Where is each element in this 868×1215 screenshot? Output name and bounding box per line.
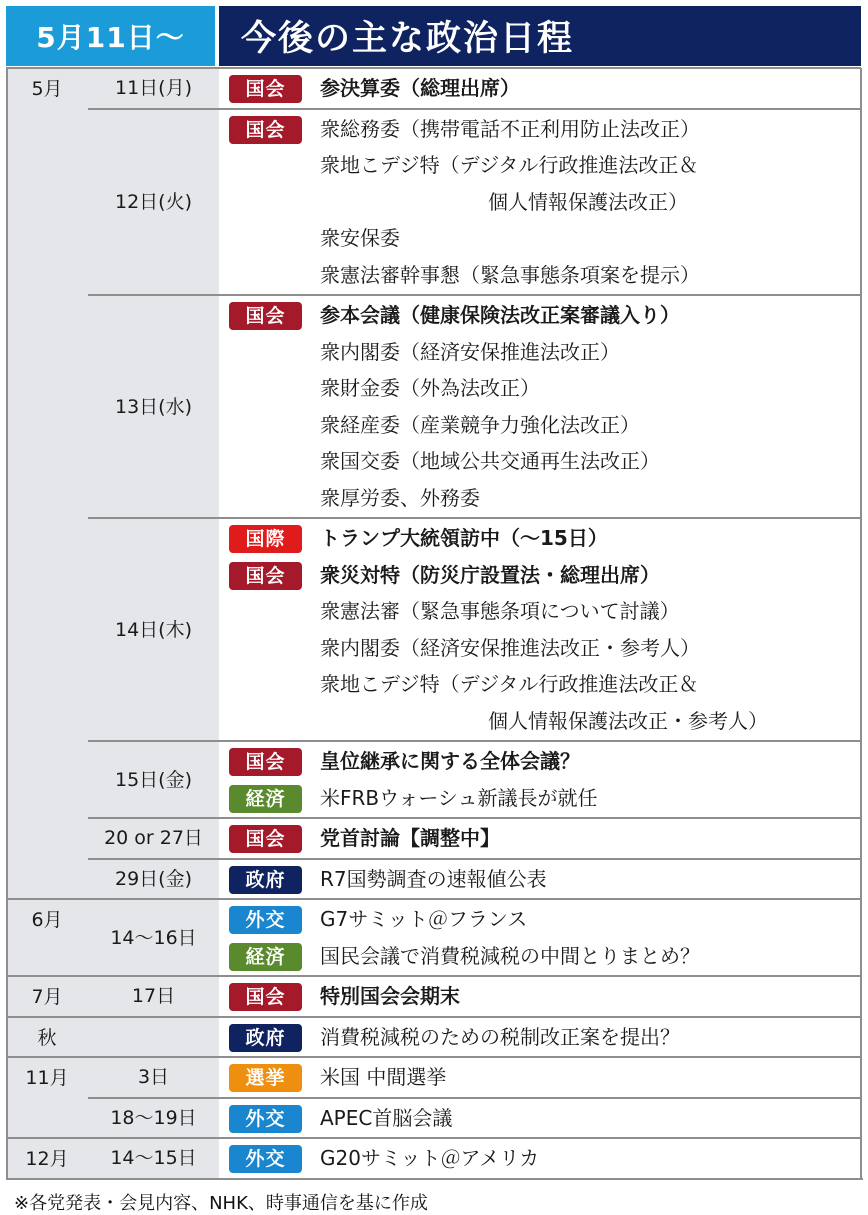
event-text: 衆憲法審幹事懇（緊急事態条項案を提示）	[320, 262, 700, 287]
category-badge: 国会	[229, 825, 302, 853]
category-badge: 国際	[229, 525, 302, 553]
month-label: 5月	[31, 78, 63, 100]
event-text: 個人情報保護法改正・参考人）	[488, 708, 768, 733]
event-text: 衆地こデジ特（デジタル行政推進法改正＆	[320, 672, 699, 696]
category-badge: 国会	[229, 562, 302, 590]
header-date: 5月11日～	[6, 6, 215, 66]
date-label: 11日(月)	[114, 77, 192, 100]
date-label: 3日	[137, 1066, 170, 1089]
date-label: 17日	[131, 985, 176, 1008]
category-badge: 国会	[229, 748, 302, 776]
month-label: 7月	[31, 986, 63, 1008]
event-text: 衆内閣委（経済安保推進法改正・参考人）	[320, 635, 700, 660]
date-label: 18～19日	[110, 1106, 197, 1129]
event-text: R7国勢調査の速報値公表	[320, 866, 547, 891]
footnote: ※各党発表・会見内容、NHK、時事通信を基に作成	[14, 1192, 428, 1214]
event-text: 衆地こデジ特（デジタル行政推進法改正＆	[320, 153, 699, 177]
header-title: 今後の主な政治日程	[219, 6, 861, 66]
date-label: 13日(水)	[114, 395, 192, 418]
category-badge: 外交	[229, 906, 302, 934]
table-right-border	[860, 68, 862, 1179]
event-text: 個人情報保護法改正）	[488, 189, 688, 214]
event-text: 消費税減税のための税制改正案を提出？	[320, 1024, 680, 1049]
table-bottom-border	[6, 1178, 863, 1180]
event-text: APEC首脳会議	[320, 1105, 453, 1130]
event-text: 参決算委（総理出席）	[320, 76, 520, 100]
month-label: 秋	[37, 1026, 57, 1049]
date-label: 14日(木)	[114, 618, 192, 641]
event-text: G7サミット＠フランス	[320, 907, 528, 931]
event-text: 衆内閣委（経済安保推進法改正）	[320, 339, 620, 364]
category-badge: 国会	[229, 116, 302, 144]
event-text: G20サミット＠アメリカ	[320, 1146, 540, 1170]
month-label: 12月	[25, 1148, 69, 1170]
event-text: 衆財金委（外為法改正）	[320, 376, 540, 400]
category-badge: 政府	[229, 866, 302, 894]
date-label: 12日(火)	[114, 190, 192, 213]
month-label: 11月	[25, 1067, 69, 1089]
date-label: 20 or 27日	[104, 827, 203, 850]
event-text: 衆厚労委、外務委	[320, 485, 480, 510]
date-label: 14～15日	[110, 1147, 197, 1170]
category-badge: 政府	[229, 1024, 302, 1052]
event-text: 参本会議（健康保険法改正案審議入り）	[320, 303, 680, 327]
category-badge: 国会	[229, 983, 302, 1011]
category-badge: 国会	[229, 75, 302, 103]
event-text: 特別国会会期末	[320, 984, 460, 1008]
event-text: 衆国交委（地域公共交通再生法改正）	[320, 449, 660, 473]
category-badge: 外交	[229, 1145, 302, 1173]
date-label: 15日(金)	[114, 768, 192, 791]
event-text: 衆災対特（防災庁設置法・総理出席）	[320, 562, 660, 587]
category-badge: 外交	[229, 1105, 302, 1133]
event-text: 国民会議で消費税減税の中間とりまとめ？	[320, 943, 700, 968]
category-badge: 経済	[229, 785, 302, 813]
event-text: 党首討論【調整中】	[320, 826, 500, 850]
table-left-border	[6, 68, 8, 1179]
event-text: 衆安保委	[320, 226, 400, 250]
event-text: 米国 中間選挙	[320, 1065, 447, 1089]
event-text: 皇位継承に関する全体会議？	[320, 749, 580, 773]
event-text: 衆憲法審（緊急事態条項について討議）	[320, 599, 680, 623]
date-label: 14～16日	[110, 926, 197, 949]
table-top-border	[6, 67, 861, 69]
category-badge: 経済	[229, 943, 302, 971]
event-text: トランプ大統領訪中（～15日）	[320, 526, 608, 550]
category-badge: 選挙	[229, 1064, 302, 1092]
date-label: 29日(金)	[114, 867, 192, 890]
month-label: 6月	[31, 909, 63, 931]
event-text: 米FRBウォーシュ新議長が就任	[320, 785, 598, 810]
category-badge: 国会	[229, 302, 302, 330]
event-text: 衆総務委（携帯電話不正利用防止法改正）	[320, 116, 700, 141]
event-text: 衆経産委（産業競争力強化法改正）	[320, 412, 640, 437]
